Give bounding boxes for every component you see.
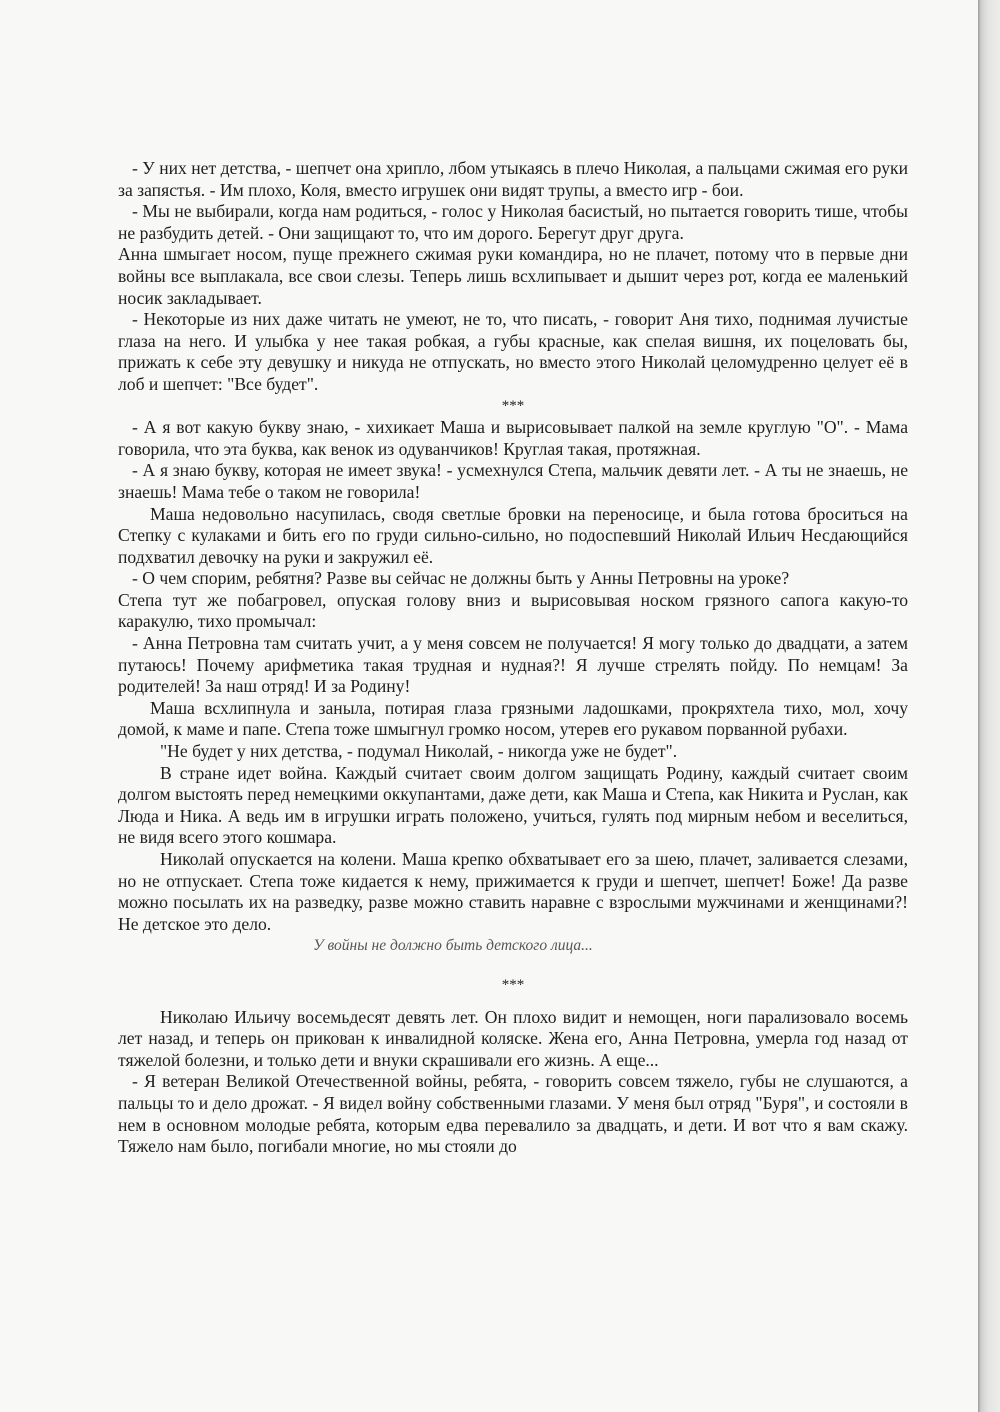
paragraph: - Мы не выбирали, когда нам родиться, - голос у Николая басистый, но пытается говорить тише, чтобы не разбудить детей. - Они защищают то, что им дорого. Берегут друг друга. — [118, 201, 908, 243]
document-text — [118, 158, 908, 1158]
section-separator: *** — [501, 976, 525, 993]
paragraph: - О чем спорим, ребятня? Разве вы сейчас не должны быть у Анны Петровны на уроке? — [132, 568, 790, 589]
paragraph: - У них нет детства, - шепчет она хрипло, лбом утыкаясь в плечо Николая, а пальцами сжимая его руки за запястья. - Им плохо, Коля, вместо игрушек они видят трупы, а вместо игр - бои. — [118, 158, 908, 200]
paragraph: Николаю Ильичу восемьдесят девять лет. Он плохо видит и немощен, ноги парализовало восемь лет назад, и теперь он прикован к инвалидной коляске. Жена его, Анна Петровна, умерла год назад от тяжелой болезни, и только дети и внуки скрашивали его жизнь. А еще... — [118, 1006, 908, 1070]
section-separator: *** — [501, 397, 525, 414]
epigraph-line: У войны не должно быть детского лица... — [313, 937, 593, 955]
paragraph: Маша всхлипнула и заныла, потирая глаза грязными ладошками, прокряхтела тихо, мол, хочу домой, к маме и папе. Степа тоже шмыгнул громко носом, утерев его рукавом порванной рубахи. — [118, 697, 908, 740]
paragraph: Николай опускается на колени. Маша крепко обхватывает его за шею, плачет, заливается слезами, но не отпускает. Степа тоже кидается к нему, прижимается к груди и шепчет, шепчет! Боже! Да разве можно посылать их на разведку, разве можно ставить наравне с взрослыми мужчинами и женщинами?! Не детское это дело. — [118, 849, 908, 934]
paragraph: - Некоторые из них даже читать не умеют, не то, что писать, - говорит Аня тихо, поднимая лучистые глаза на него. И улыбка у нее такая робкая, а губы красные, как спелая вишня, их поцеловать бы, прижать к себе эту девушку и никуда не отпускать, но вместо этого Николай целомудренно целует её в лоб и шепчет: "Все будет". — [118, 309, 908, 394]
paragraph: "Не будет у них детства, - подумал Николай, - никогда уже не будет". — [160, 741, 678, 762]
paragraph: - А я вот какую букву знаю, - хихикает Маша и вырисовывает палкой на земле круглую "О". - Мама говорила, что эта буква, как венок из одуванчиков! Круглая такая, протяжная. — [118, 417, 908, 459]
page-edge-shadow — [978, 0, 1000, 1412]
paragraph: - А я знаю букву, которая не имеет звука! - усмехнулся Степа, мальчик девяти лет. - А ты не знаешь, не знаешь! Мама тебе о таком не говорила! — [118, 460, 908, 502]
paragraph: - Я ветеран Великой Отечественной войны, ребята, - говорить совсем тяжело, губы не слушаются, а пальцы то и дело дрожат. - Я видел войну собственными глазами. У меня был отряд "Буря", и состояли в нем в основном молодые ребята, которым едва перевалило за двадцать, и дети. И вот что я вам скажу. Тяжело нам было, погибали многие, но мы стояли до — [118, 1071, 908, 1157]
paragraph: Маша недовольно насупилась, сводя светлые бровки на переносице, и была готова броситься на Степку с кулаками и бить его по груди сильно-сильно, но подоспевший Николай Ильич Несдающийся подхватил девочку на руки и закружил её. — [118, 503, 908, 567]
paragraph: В стране идет война. Каждый считает своим долгом защищать Родину, каждый считает своим долгом выстоять перед немецкими оккупантами, даже дети, как Маша и Степа, как Никита и Руслан, как Люда и Ника. А ведь им в игрушки играть положено, учиться, гулять под мирным небом и веселиться, не видя всего этого кошмара. — [118, 762, 908, 848]
paragraph: Анна шмыгает носом, пуще прежнего сжимая руки командира, но не плачет, потому что в первые дни войны все выплакала, все свои слезы. Теперь лишь всхлипывает и дышит через рот, когда ее маленький носик закладывает. — [118, 244, 908, 308]
paragraph: Степа тут же побагровел, опуская голову вниз и вырисовывая носком грязного сапога какую-то каракулю, тихо промычал: — [118, 589, 908, 632]
paragraph: - Анна Петровна там считать учит, а у меня совсем не получается! Я могу только до двадцати, а затем путаюсь! Почему арифметика такая трудная и нудная?! Я лучше стрелять пойду. По немцам! За родителей! За наш отряд! И за Родину! — [118, 633, 908, 697]
